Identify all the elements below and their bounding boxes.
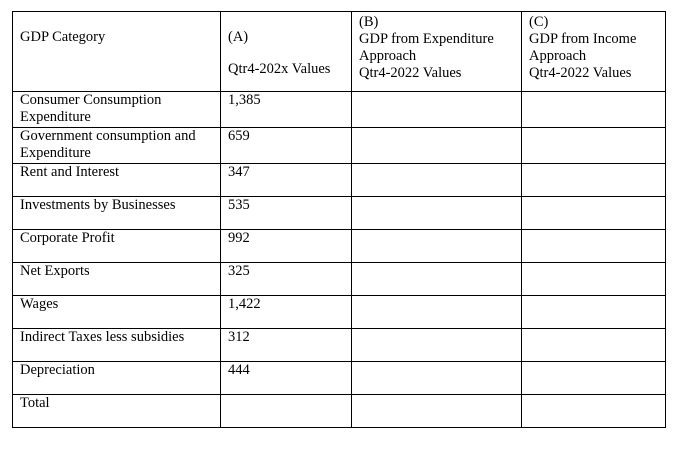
header-category: GDP Category [13,12,221,92]
header-col-c-line3: Qtr4-2022 Values [529,65,632,81]
header-col-a-letter: (A) [228,29,249,45]
row-value-b [352,296,522,329]
header-col-a-sub: Qtr4-202x Values [228,61,331,77]
table-row [13,329,666,362]
row-value-c [522,362,666,395]
table-row [13,128,666,164]
row-value-b [352,128,522,164]
row-value-a: 312 [221,329,352,362]
table-row [13,362,666,395]
row-value-c [522,197,666,230]
table-row [13,197,666,230]
table-row-total [13,395,666,428]
row-value-c [522,230,666,263]
header-col-c-line2: Approach [529,48,587,64]
row-value-a: 325 [221,263,352,296]
row-value-b [352,329,522,362]
header-col-c-line1: GDP from Income [529,31,637,47]
row-category: Corporate Profit [13,230,221,263]
row-category: Total [13,395,221,428]
header-col-b-line3: Qtr4-2022 Values [359,65,462,81]
row-category: Investments by Businesses [13,197,221,230]
row-value-c [522,128,666,164]
row-value-b [352,197,522,230]
row-category: Rent and Interest [13,164,221,197]
row-value-c [522,92,666,128]
row-value-b [352,362,522,395]
row-value-a: 1,385 [221,92,352,128]
row-category: Net Exports [13,263,221,296]
header-col-b-line2: Approach [359,48,417,64]
header-col-b-line1: GDP from Expenditure [359,31,494,47]
row-value-c [522,296,666,329]
row-category: Indirect Taxes less subsidies [13,329,221,362]
row-category: Consumer Consumption Expenditure [13,92,221,128]
table-row [13,296,666,329]
row-value-a: 444 [221,362,352,395]
row-value-a: 992 [221,230,352,263]
header-col-b-letter: (B) [359,14,379,30]
table-row [13,263,666,296]
row-value-b [352,395,522,428]
header-col-a [221,12,352,92]
table-row [13,230,666,263]
row-value-a: 659 [221,128,352,164]
row-value-a: 347 [221,164,352,197]
header-col-c [522,12,666,92]
gdp-table [12,11,666,428]
row-value-c [522,164,666,197]
row-value-c [522,329,666,362]
row-value-a [221,395,352,428]
row-value-a: 535 [221,197,352,230]
header-col-c-letter: (C) [529,14,549,30]
table-row [13,164,666,197]
header-col-b [352,12,522,92]
header-row [13,12,666,92]
row-category: Government consumption and Expenditure [13,128,221,164]
row-category: Depreciation [13,362,221,395]
row-value-b [352,92,522,128]
row-value-a: 1,422 [221,296,352,329]
row-value-c [522,263,666,296]
row-category: Wages [13,296,221,329]
row-value-b [352,164,522,197]
row-value-b [352,230,522,263]
row-value-c [522,395,666,428]
row-value-b [352,263,522,296]
table-row [13,92,666,128]
